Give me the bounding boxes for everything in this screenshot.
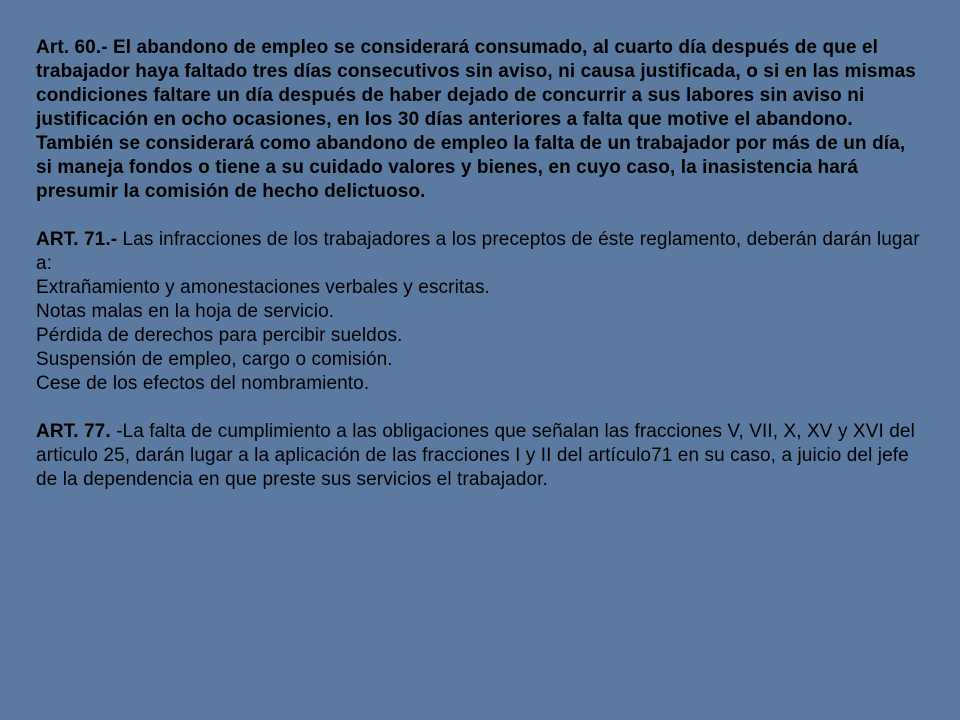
article-77 bbox=[36, 420, 920, 492]
article-71-item: Notas malas en la hoja de servicio. bbox=[36, 301, 335, 322]
article-71-item: Suspensión de empleo, cargo o comisión. bbox=[36, 349, 393, 370]
article-71-intro-line bbox=[36, 228, 920, 276]
article-77-text: -La falta de cumplimiento a las obligaciones que señalan las fracciones V, VII, X, XV y XVI del articulo 25, darán lugar a la aplicación de las fracciones I y II del artículo71 en su caso, a juicio del jefe de la dependencia en que preste sus servicios el trabajador. bbox=[36, 421, 915, 490]
article-71-label: ART. 71.- bbox=[36, 229, 118, 250]
article-60-text: Art. 60.- El abandono de empleo se considerará consumado, al cuarto día después de que el trabajador haya faltado tres días consecutivos sin aviso, ni causa justificada, o si en las mismas condiciones faltare un día después de haber dejado de concurrir a sus labores sin aviso ni justificación en ocho ocasiones, en los 30 días anteriores a falta que motive el abandono. También se considerará como abandono de empleo la falta de un trabajador por más de un día, si maneja fondos o tiene a su cuidado valores y bienes, en cuyo caso, la inasistencia hará presumir la comisión de hecho delictuoso. bbox=[36, 37, 916, 202]
article-71-item: Pérdida de derechos para percibir sueldos. bbox=[36, 325, 403, 346]
article-71 bbox=[36, 228, 920, 396]
article-77-label: ART. 77. bbox=[36, 421, 111, 442]
article-71-intro: Las infracciones de los trabajadores a los preceptos de éste reglamento, deberán darán lugar a: bbox=[36, 229, 920, 274]
article-71-item: Cese de los efectos del nombramiento. bbox=[36, 373, 370, 394]
article-71-list bbox=[36, 276, 920, 396]
article-60 bbox=[36, 36, 920, 204]
article-71-item: Extrañamiento y amonestaciones verbales y escritas. bbox=[36, 277, 490, 298]
